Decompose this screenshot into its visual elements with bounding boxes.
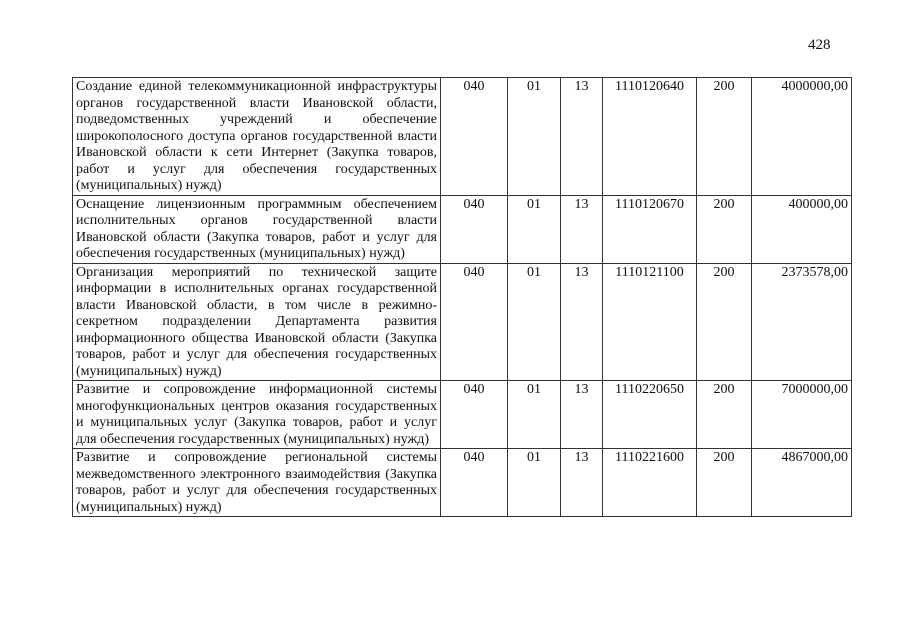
ministry-code: 040 bbox=[441, 449, 508, 517]
subsection-code: 13 bbox=[561, 449, 603, 517]
section-code: 01 bbox=[508, 78, 561, 196]
expense-type-code: 200 bbox=[697, 78, 752, 196]
table-row bbox=[73, 449, 852, 517]
subsection-code: 13 bbox=[561, 195, 603, 263]
ministry-code: 040 bbox=[441, 263, 508, 381]
ministry-code: 040 bbox=[441, 381, 508, 449]
budget-table bbox=[72, 77, 852, 517]
target-article-code: 1110221600 bbox=[603, 449, 697, 517]
expense-type-code: 200 bbox=[697, 195, 752, 263]
row-description: Развитие и сопровождение информационной системы многофункциональных центров оказания государственных и муниципальных услуг (Закупка товаров, работ и услуг для обеспечения государственных (муниципальных) нужд) bbox=[73, 381, 441, 449]
table-row bbox=[73, 78, 852, 196]
target-article-code: 1110120640 bbox=[603, 78, 697, 196]
subsection-code: 13 bbox=[561, 263, 603, 381]
expense-type-code: 200 bbox=[697, 263, 752, 381]
table-row bbox=[73, 195, 852, 263]
row-description: Создание единой телекоммуникационной инфраструктуры органов государственной власти Ивановской области, подведомственных учреждений и обеспечение широкополосного доступа органов государственной власти Ивановской области к сети Интернет (Закупка товаров, работ и услуг для обеспечения государственных (муниципальных) нужд) bbox=[73, 78, 441, 196]
amount: 4000000,00 bbox=[752, 78, 852, 196]
subsection-code: 13 bbox=[561, 78, 603, 196]
target-article-code: 1110120670 bbox=[603, 195, 697, 263]
amount: 400000,00 bbox=[752, 195, 852, 263]
amount: 7000000,00 bbox=[752, 381, 852, 449]
ministry-code: 040 bbox=[441, 195, 508, 263]
target-article-code: 1110121100 bbox=[603, 263, 697, 381]
ministry-code: 040 bbox=[441, 78, 508, 196]
expense-type-code: 200 bbox=[697, 449, 752, 517]
expense-type-code: 200 bbox=[697, 381, 752, 449]
amount: 4867000,00 bbox=[752, 449, 852, 517]
row-description: Организация мероприятий по технической защите информации в исполнительных органах государственной власти Ивановской области, в том числе в режимно-секретном подразделении Департамента развития информационного общества Ивановской области (Закупка товаров, работ и услуг для обеспечения государственных (муниципальных) нужд) bbox=[73, 263, 441, 381]
row-description: Оснащение лицензионным программным обеспечением исполнительных органов государственной власти Ивановской области (Закупка товаров, работ и услуг для обеспечения государственных (муниципальных) нужд) bbox=[73, 195, 441, 263]
subsection-code: 13 bbox=[561, 381, 603, 449]
table-row bbox=[73, 381, 852, 449]
row-description: Развитие и сопровождение региональной системы межведомственного электронного взаимодействия (Закупка товаров, работ и услуг для обеспечения государственных (муниципальных) нужд) bbox=[73, 449, 441, 517]
section-code: 01 bbox=[508, 449, 561, 517]
section-code: 01 bbox=[508, 381, 561, 449]
section-code: 01 bbox=[508, 195, 561, 263]
page-number: 428 bbox=[808, 37, 831, 53]
amount: 2373578,00 bbox=[752, 263, 852, 381]
table-row bbox=[73, 263, 852, 381]
target-article-code: 1110220650 bbox=[603, 381, 697, 449]
section-code: 01 bbox=[508, 263, 561, 381]
